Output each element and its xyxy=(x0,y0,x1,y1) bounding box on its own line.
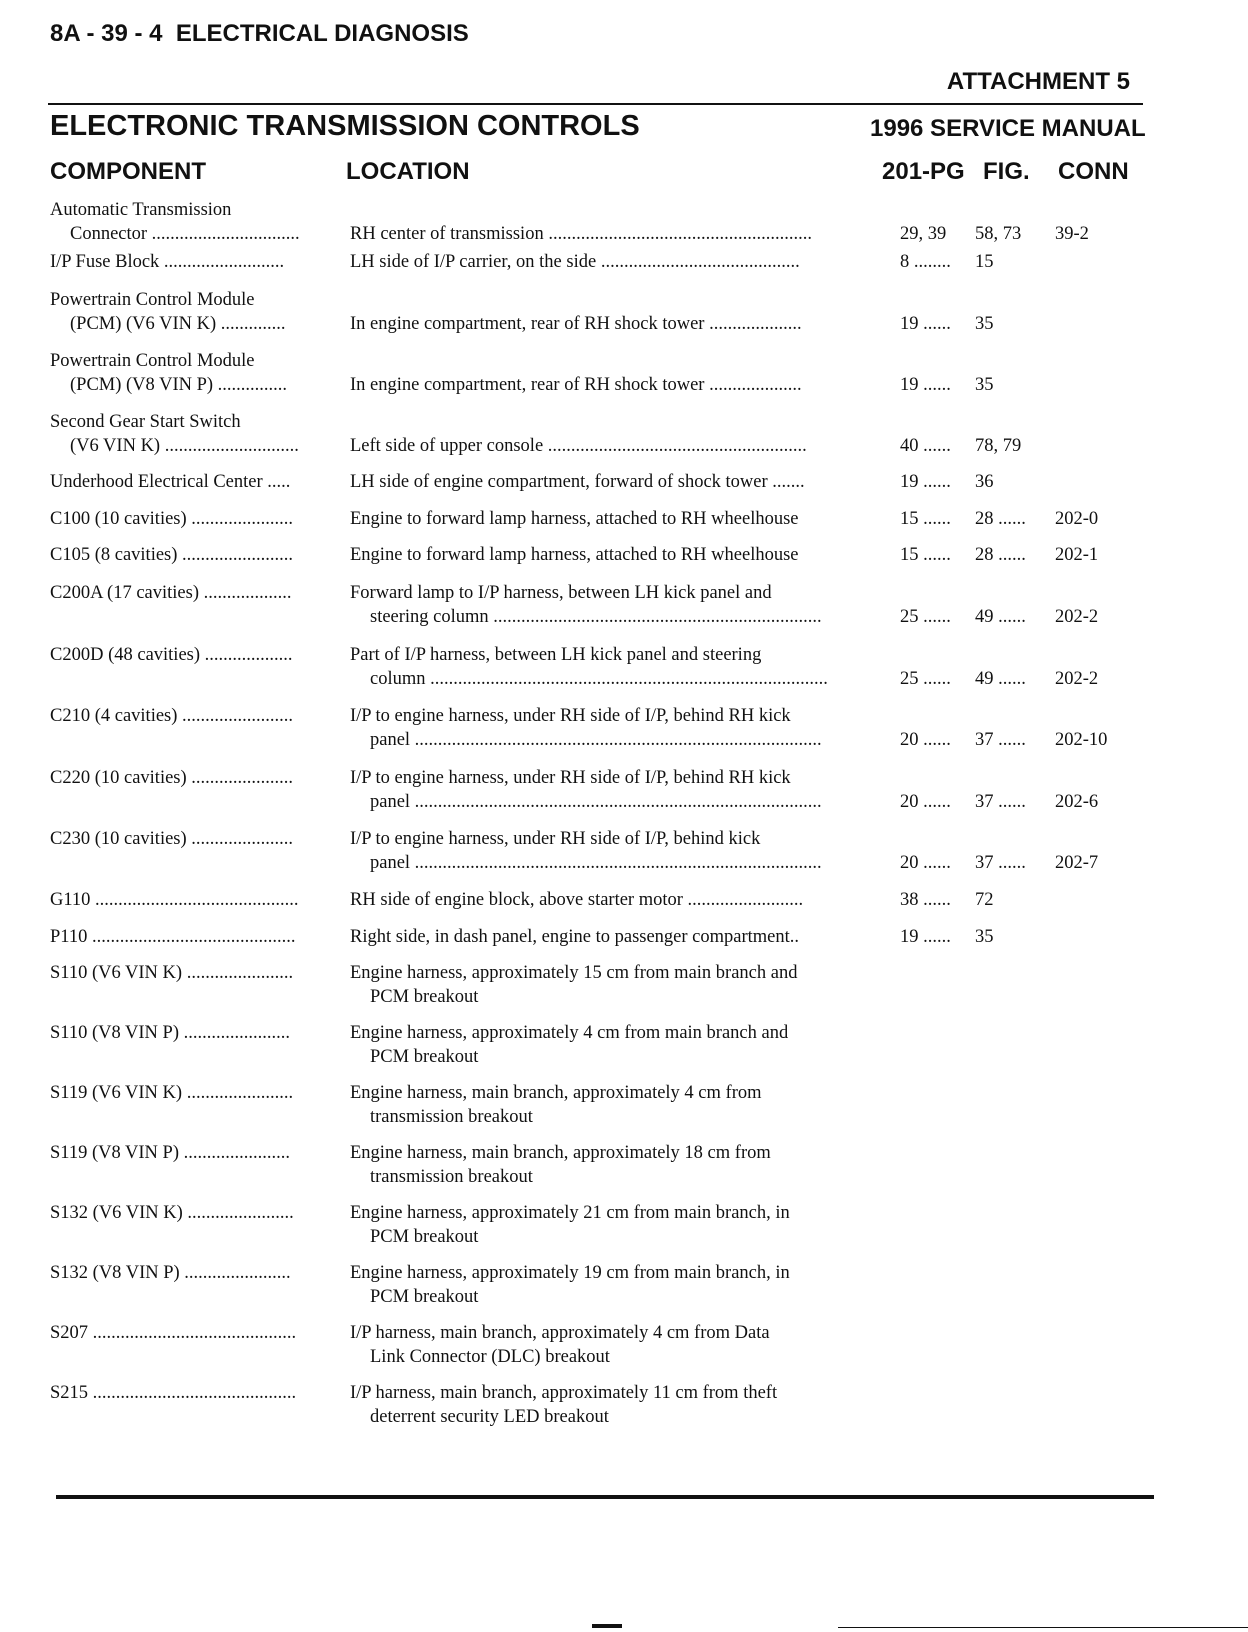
column-header-pg: 201-PG xyxy=(882,158,965,185)
table-row xyxy=(50,1321,1210,1381)
component-cell: S132 (V8 VIN P) ....................... xyxy=(50,1263,291,1283)
component-cell: C100 (10 cavities) ...................... xyxy=(50,509,294,529)
location-cell: RH center of transmission ......................................................... xyxy=(350,224,812,244)
pg-cell: 19 ...... xyxy=(900,927,951,947)
conn-cell: 202-0 xyxy=(1055,509,1099,529)
component-cell: C220 (10 cavities) ...................... xyxy=(50,768,294,788)
fig-cell: 72 xyxy=(975,890,994,910)
component-cell: Automatic Transmission Connector ................................ xyxy=(50,200,300,244)
pg-cell: 20 ...... xyxy=(900,730,951,750)
location-cell: LH side of I/P carrier, on the side ........................................... xyxy=(350,252,800,272)
section-title: ELECTRICAL DIAGNOSIS xyxy=(175,20,469,47)
component-table xyxy=(50,198,1210,1441)
location-cell: Engine harness, main branch, approximately 18 cm from transmission breakout xyxy=(350,1143,771,1187)
fig-cell: 49 ...... xyxy=(975,607,1026,627)
location-cell: Right side, in dash panel, engine to passenger compartment.. xyxy=(350,927,800,947)
location-cell: In engine compartment, rear of RH shock tower .................... xyxy=(350,314,802,334)
component-cell: S119 (V8 VIN P) ....................... xyxy=(50,1143,290,1163)
conn-cell: 202-2 xyxy=(1055,607,1099,627)
table-row xyxy=(50,766,1210,827)
column-header-fig: FIG. xyxy=(983,158,1030,185)
fig-cell: 35 xyxy=(975,375,994,395)
corner-line xyxy=(838,1627,1248,1628)
table-row xyxy=(50,1201,1210,1261)
table-row xyxy=(50,1081,1210,1141)
location-cell: I/P harness, main branch, approximately 11 cm from theft deterrent security LED breakout xyxy=(350,1383,778,1427)
table-row xyxy=(50,961,1210,1021)
table-row xyxy=(50,543,1210,581)
table-row xyxy=(50,198,1210,250)
pg-cell: 40 ...... xyxy=(900,436,951,456)
document-title: ELECTRONIC TRANSMISSION CONTROLS xyxy=(50,110,640,142)
column-header-location: LOCATION xyxy=(346,158,470,185)
fig-cell: 28 ...... xyxy=(975,545,1026,565)
fig-cell: 37 ...... xyxy=(975,792,1026,812)
page-header xyxy=(50,20,469,48)
conn-cell: 202-10 xyxy=(1055,730,1108,750)
fig-cell: 49 ...... xyxy=(975,669,1026,689)
column-header-conn: CONN xyxy=(1058,158,1129,185)
pg-cell: 25 ...... xyxy=(900,669,951,689)
table-row xyxy=(50,1021,1210,1081)
component-cell: C200D (48 cavities) ................... xyxy=(50,645,293,665)
location-cell: Part of I/P harness, between LH kick panel and steering column ...................................................................................... xyxy=(350,645,828,689)
location-cell: Engine to forward lamp harness, attached to RH wheelhouse xyxy=(350,545,799,565)
table-row xyxy=(50,288,1210,349)
component-cell: S215 ............................................ xyxy=(50,1383,297,1403)
component-cell: S110 (V6 VIN K) ....................... xyxy=(50,963,294,983)
component-cell: I/P Fuse Block .......................... xyxy=(50,252,285,272)
conn-cell: 202-6 xyxy=(1055,792,1099,812)
fig-cell: 37 ...... xyxy=(975,730,1026,750)
location-cell: Engine to forward lamp harness, attached to RH wheelhouse xyxy=(350,509,799,529)
pg-cell: 19 ...... xyxy=(900,314,951,334)
fig-cell: 78, 79 xyxy=(975,436,1022,456)
table-row xyxy=(50,250,1210,288)
fig-cell: 35 xyxy=(975,314,994,334)
fig-cell: 15 xyxy=(975,252,994,272)
table-row xyxy=(50,643,1210,704)
attachment-label: ATTACHMENT 5 xyxy=(946,68,1130,95)
fig-cell: 58, 73 xyxy=(975,224,1022,244)
conn-cell: 39-2 xyxy=(1055,224,1089,244)
table-row xyxy=(50,1141,1210,1201)
location-cell: I/P to engine harness, under RH side of I/P, behind kick panel ........................................................................................ xyxy=(350,829,822,873)
table-row xyxy=(50,507,1210,543)
location-cell: I/P harness, main branch, approximately 4 cm from Data Link Connector (DLC) breakout xyxy=(350,1323,770,1367)
column-header-component: COMPONENT xyxy=(50,158,206,185)
fig-cell: 35 xyxy=(975,927,994,947)
component-cell: Powertrain Control Module (PCM) (V8 VIN P) ............... xyxy=(50,351,288,395)
conn-cell: 202-2 xyxy=(1055,669,1099,689)
table-row xyxy=(50,470,1210,507)
table-row xyxy=(50,888,1210,925)
location-cell: LH side of engine compartment, forward of shock tower ....... xyxy=(350,472,805,492)
location-cell: I/P to engine harness, under RH side of I/P, behind RH kick panel ........................................................................................ xyxy=(350,706,822,750)
component-cell: C210 (4 cavities) ........................ xyxy=(50,706,294,726)
location-cell: Forward lamp to I/P harness, between LH kick panel and steering column ....................................................................... xyxy=(350,583,822,627)
conn-cell: 202-1 xyxy=(1055,545,1099,565)
pg-cell: 8 ........ xyxy=(900,252,951,272)
pg-cell: 15 ...... xyxy=(900,509,951,529)
location-cell: RH side of engine block, above starter motor ......................... xyxy=(350,890,804,910)
location-cell: In engine compartment, rear of RH shock tower .................... xyxy=(350,375,802,395)
pg-cell: 38 ...... xyxy=(900,890,951,910)
table-row xyxy=(50,704,1210,766)
pg-cell: 25 ...... xyxy=(900,607,951,627)
location-cell: Engine harness, approximately 19 cm from main branch, in PCM breakout xyxy=(350,1263,790,1307)
manual-label: 1996 SERVICE MANUAL xyxy=(870,115,1146,142)
component-cell: Powertrain Control Module (PCM) (V6 VIN K) .............. xyxy=(50,290,286,334)
component-cell: C200A (17 cavities) ................... xyxy=(50,583,292,603)
component-cell: S207 ............................................ xyxy=(50,1323,297,1343)
table-row xyxy=(50,1261,1210,1321)
fig-cell: 37 ...... xyxy=(975,853,1026,873)
component-cell: Underhood Electrical Center ..... xyxy=(50,472,291,492)
pg-cell: 19 ...... xyxy=(900,375,951,395)
location-cell: Engine harness, approximately 21 cm from main branch, in PCM breakout xyxy=(350,1203,790,1247)
location-cell: Engine harness, main branch, approximately 4 cm from transmission breakout xyxy=(350,1083,762,1127)
header-rule xyxy=(48,103,1143,105)
table-row xyxy=(50,410,1210,470)
table-row xyxy=(50,1381,1210,1441)
table-row xyxy=(50,925,1210,961)
component-cell: Second Gear Start Switch (V6 VIN K) ............................. xyxy=(50,412,299,456)
location-cell: I/P to engine harness, under RH side of I/P, behind RH kick panel ........................................................................................ xyxy=(350,768,822,812)
component-cell: S132 (V6 VIN K) ....................... xyxy=(50,1203,294,1223)
component-cell: G110 ............................................ xyxy=(50,890,299,910)
pg-cell: 20 ...... xyxy=(900,792,951,812)
component-cell: C230 (10 cavities) ...................... xyxy=(50,829,294,849)
page-bottom-mark xyxy=(592,1624,622,1628)
table-row xyxy=(50,581,1210,643)
conn-cell: 202-7 xyxy=(1055,853,1099,873)
table-row xyxy=(50,827,1210,888)
pg-cell: 19 ...... xyxy=(900,472,951,492)
footer-rule xyxy=(56,1495,1154,1499)
component-cell: S119 (V6 VIN K) ....................... xyxy=(50,1083,294,1103)
fig-cell: 36 xyxy=(975,472,994,492)
fig-cell: 28 ...... xyxy=(975,509,1026,529)
component-cell: S110 (V8 VIN P) ....................... xyxy=(50,1023,290,1043)
pg-cell: 29, 39 xyxy=(900,224,947,244)
table-row xyxy=(50,349,1210,410)
component-cell: P110 ............................................ xyxy=(50,927,296,947)
page-id: 8A - 39 - 4 xyxy=(50,20,163,47)
location-cell: Left side of upper console ........................................................ xyxy=(350,436,807,456)
component-cell: C105 (8 cavities) ........................ xyxy=(50,545,294,565)
pg-cell: 20 ...... xyxy=(900,853,951,873)
location-cell: Engine harness, approximately 4 cm from main branch and PCM breakout xyxy=(350,1023,789,1067)
location-cell: Engine harness, approximately 15 cm from main branch and PCM breakout xyxy=(350,963,798,1007)
pg-cell: 15 ...... xyxy=(900,545,951,565)
